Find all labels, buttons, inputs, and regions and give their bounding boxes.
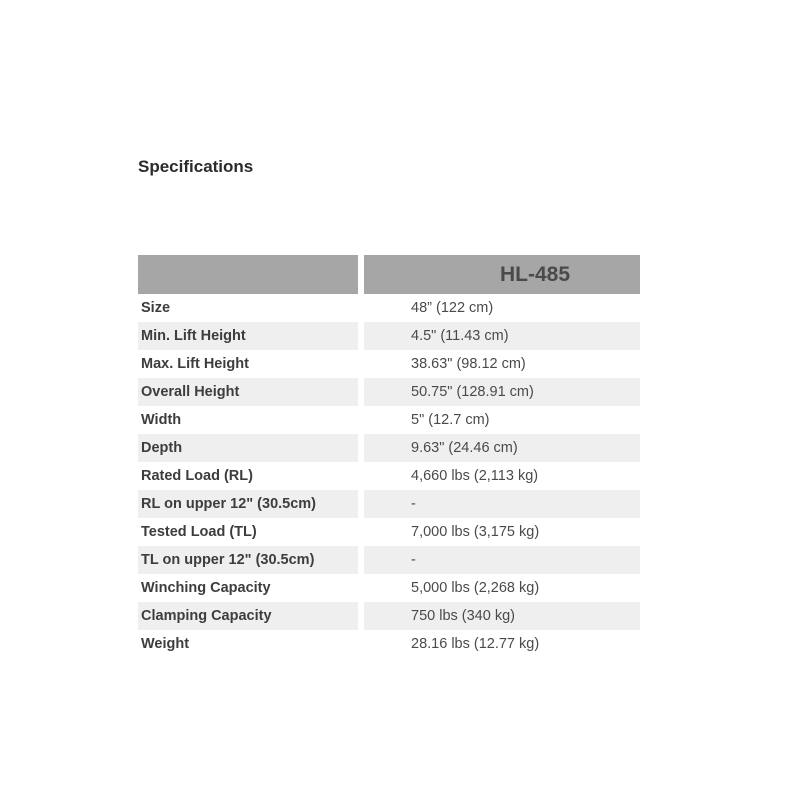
model-name-header: HL-485	[364, 255, 640, 294]
table-row	[138, 350, 640, 378]
spec-label: RL on upper 12" (30.5cm)	[138, 490, 358, 518]
spec-label: Min. Lift Height	[138, 322, 358, 350]
spec-table	[138, 255, 640, 658]
table-row	[138, 630, 640, 658]
spec-value: 7,000 lbs (3,175 kg)	[411, 524, 540, 540]
spec-value: 28.16 lbs (12.77 kg)	[411, 636, 540, 652]
spec-value: 4.5" (11.43 cm)	[364, 322, 640, 350]
spec-label: Tested Load (TL)	[141, 524, 257, 540]
table-row	[138, 378, 640, 406]
spec-value: 38.63" (98.12 cm)	[411, 356, 526, 372]
spec-value: 5,000 lbs (2,268 kg)	[411, 580, 540, 596]
table-row	[138, 518, 640, 546]
spec-label: Winching Capacity	[141, 580, 271, 596]
table-row	[138, 294, 640, 322]
header-label-cell	[138, 255, 358, 294]
spec-label: Rated Load (RL)	[141, 468, 253, 484]
spec-value: 5" (12.7 cm)	[411, 412, 490, 428]
spec-label: Weight	[141, 636, 190, 652]
spec-value: 50.75" (128.91 cm)	[364, 378, 640, 406]
spec-value: 750 lbs (340 kg)	[364, 602, 640, 630]
spec-label: Max. Lift Height	[141, 356, 249, 372]
spec-value: -	[364, 546, 640, 574]
spec-value: 48” (122 cm)	[411, 300, 494, 316]
spec-label: TL on upper 12" (30.5cm)	[138, 546, 358, 574]
table-row	[138, 434, 640, 462]
table-row	[138, 574, 640, 602]
table-row	[138, 462, 640, 490]
spec-label: Size	[141, 300, 171, 316]
spec-label: Overall Height	[138, 378, 358, 406]
table-header-row	[138, 255, 640, 294]
spec-label: Width	[141, 412, 182, 428]
spec-value: 9.63" (24.46 cm)	[364, 434, 640, 462]
spec-value: -	[364, 490, 640, 518]
spec-label: Depth	[138, 434, 358, 462]
table-row	[138, 406, 640, 434]
table-row	[138, 602, 640, 630]
spec-value: 4,660 lbs (2,113 kg)	[411, 468, 539, 484]
table-row	[138, 490, 640, 518]
table-row	[138, 546, 640, 574]
table-row	[138, 322, 640, 350]
page-title: Specifications	[138, 157, 254, 176]
spec-label: Clamping Capacity	[138, 602, 358, 630]
